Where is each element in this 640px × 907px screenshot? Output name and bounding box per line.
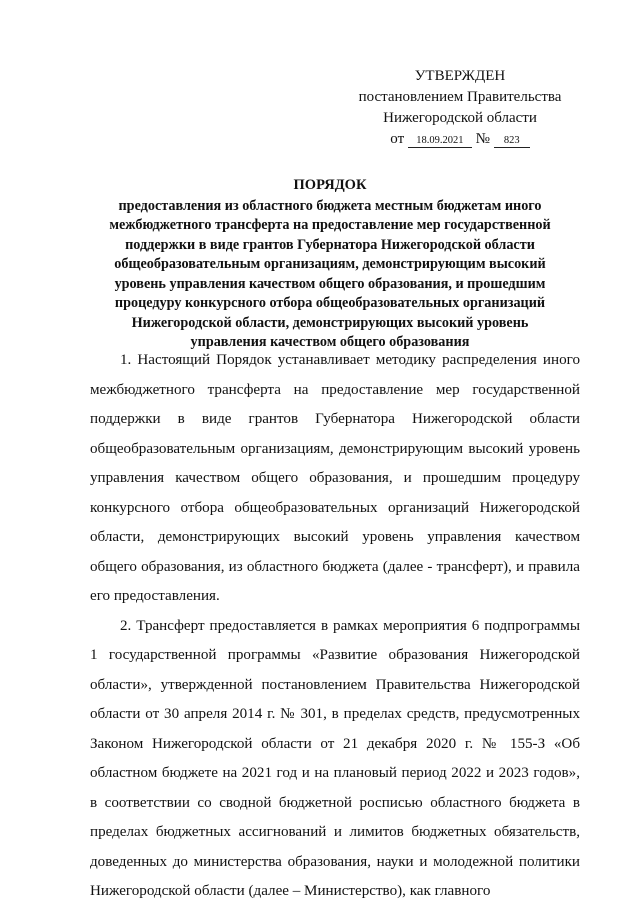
approval-block [330,66,590,150]
title-line: поддержки в виде грантов Губернатора Нижегородской области [125,236,535,253]
approval-status: УТВЕРЖДЕН [414,68,506,84]
approval-date-line [330,129,590,150]
approval-number-sign: № [475,131,490,147]
document-heading: ПОРЯДОК [293,177,367,193]
paragraph-2: 2. Трансферт предоставляется в рамках мероприятия 6 подпрограммы 1 государственной программы «Развитие образования Нижегородской области», утвержденной постановлением Правительства Нижегородской области от 30 апреля 2014 г. № 301, в пределах средств, предусмотренных Законом Нижегородской области от 21 декабря 2020 г. № 155-З «Об областном бюджете на 2021 год и на плановый период 2022 и 2023 годов», в соответствии со сводной бюджетной росписью областного бюджета в пределах бюджетных ассигнований и лимитов бюджетных обязательств, доведенных до министерства образования, науки и молодежной политики Нижегородской области (далее – Министерство), как главного [90,617,580,899]
approval-date: 18.09.2021 [408,135,472,148]
title-line: уровень управления качеством общего образования, и прошедшим [114,275,546,292]
approval-region: Нижегородской области [383,110,537,126]
title-line: процедуру конкурсного отбора общеобразовательных организаций [114,295,546,311]
approval-number: 823 [494,135,530,148]
title-line: предоставления из областного бюджета местным бюджетам иного [118,197,542,214]
document-body [90,346,580,907]
title-line: межбюджетного трансферта на предоставление мер государственной [109,217,551,233]
title-line: Нижегородской области, демонстрирующих высокий уровень [131,314,529,331]
paragraph-1: 1. Настоящий Порядок устанавливает методику распределения иного межбюджетного трансферта на предоставление мер государственной поддержки в виде грантов Губернатора Нижегородской области общеобразовательным организациям, демонстрирующим высокий уровень управления качеством общего образования, и прошедшим процедуру конкурсного отбора общеобразовательных организаций Нижегородской области, демонстрирующих высокий уровень управления качеством общего образования, из областного бюджета (далее - трансферт), и правила его предоставления. [90,352,580,604]
approval-authority: постановлением Правительства [358,89,562,105]
title-line: общеобразовательным организациям, демонстрирующим высокий [114,256,546,272]
approval-from-label: от [390,131,405,147]
document-title-block [80,176,580,353]
title-line: управления качеством общего образования [190,334,470,350]
